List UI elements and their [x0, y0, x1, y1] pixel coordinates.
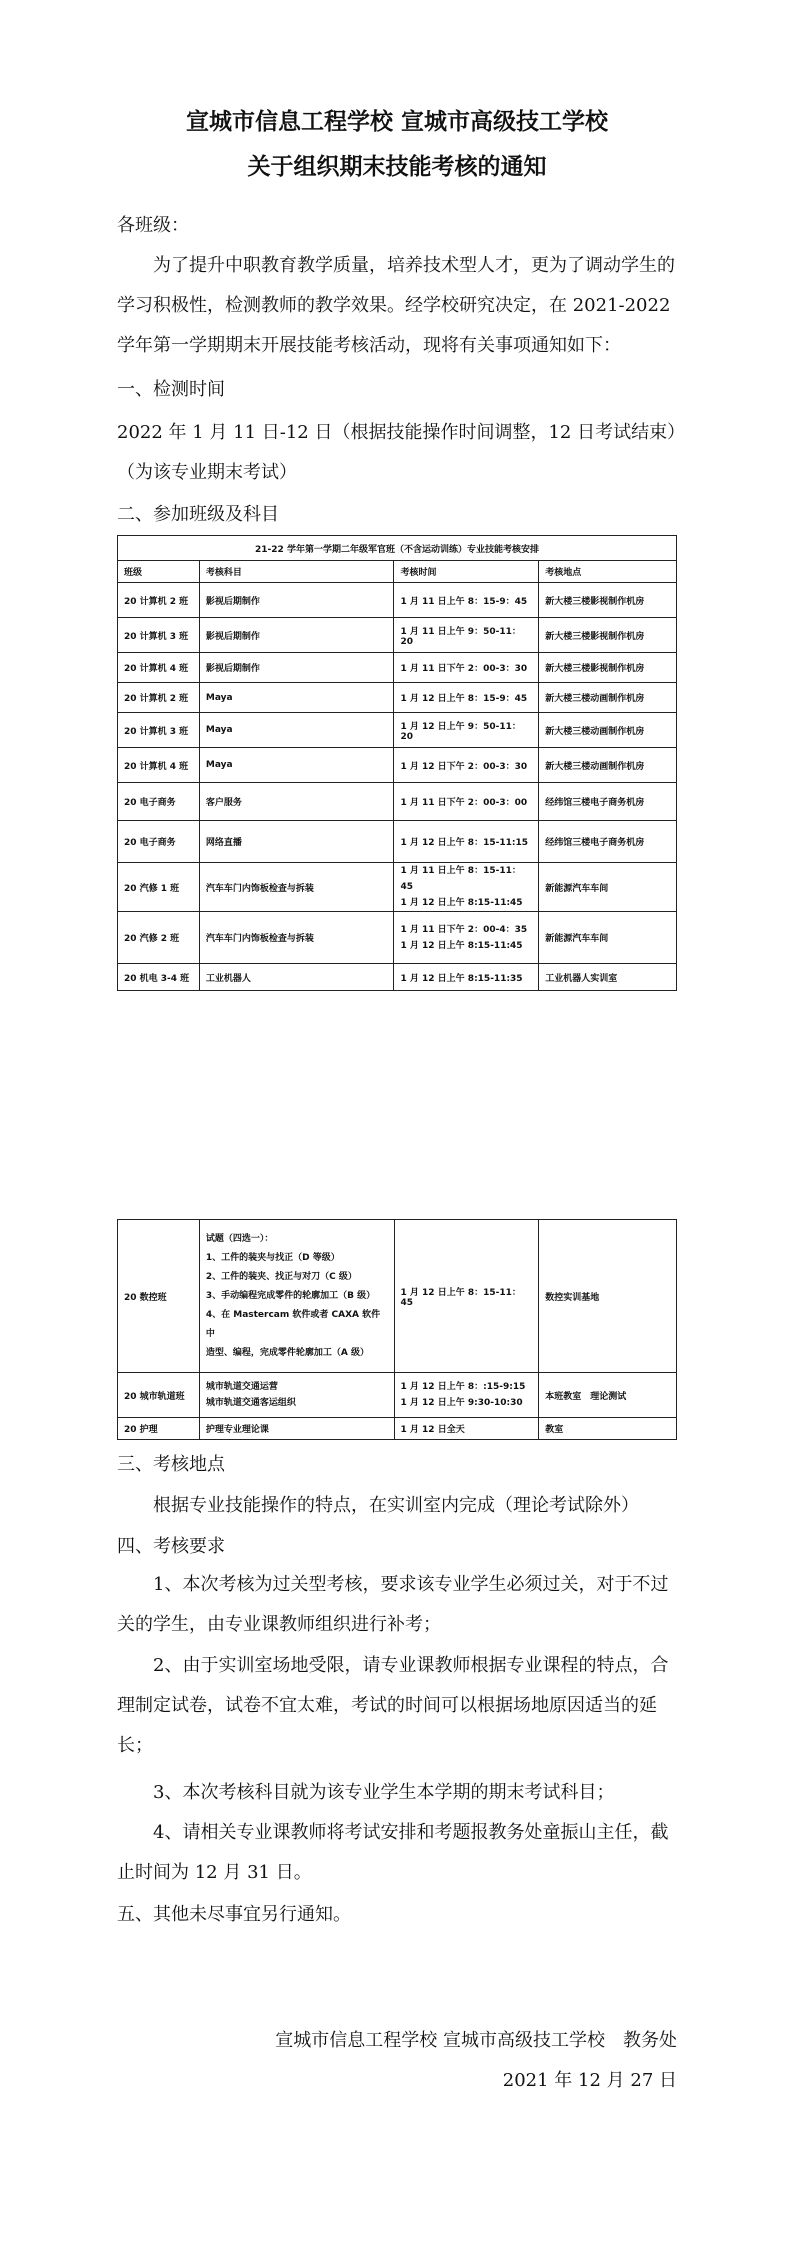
cell-time-line: 1 月 11 日上午 8：15-11：45 — [400, 866, 521, 892]
cell-subject: Maya — [199, 683, 394, 713]
schedule-table-2 — [117, 1219, 677, 1440]
cell-class: 20 汽修 2 班 — [118, 912, 200, 964]
cell-subject-line: 3、手动编程完成零件的轮廓加工（B 级） — [205, 1290, 376, 1301]
cell-class: 20 电子商务 — [118, 783, 200, 821]
cell-subject-line: 城市轨道交通运营 — [205, 1382, 278, 1392]
table-row — [118, 1220, 677, 1373]
cell-class: 20 计算机 3 班 — [118, 618, 200, 653]
section-3-text: 根据专业技能操作的特点，在实训室内完成（理论考试除外） — [153, 1495, 639, 1516]
cell-subject-line: 城市轨道交通客运组织 — [205, 1398, 296, 1408]
table-row — [118, 912, 677, 964]
table-row — [118, 618, 677, 653]
cell-location: 数控实训基地 — [539, 1220, 677, 1373]
cell-location: 工业机器人实训室 — [539, 964, 677, 991]
cell-class: 20 计算机 2 班 — [118, 683, 200, 713]
table-row — [118, 863, 677, 912]
cell-subject: 网络直播 — [199, 821, 394, 863]
cell-location: 新能源汽车车间 — [539, 912, 677, 964]
section-2-heading: 二、参加班级及科目 — [117, 504, 279, 525]
cell-subject — [199, 1373, 394, 1418]
cell-class: 20 计算机 3 班 — [118, 713, 200, 748]
header-subject: 考核科目 — [199, 561, 394, 583]
header-class: 班级 — [118, 561, 200, 583]
table-row — [118, 683, 677, 713]
section-5-heading: 五、其他未尽事宜另行通知。 — [117, 1904, 351, 1925]
cell-time-line: 1 月 11 日下午 2：00-4：35 — [400, 924, 528, 935]
header-location: 考核地点 — [539, 561, 677, 583]
cell-time: 1 月 12 日下午 2：00-3：30 — [394, 748, 539, 783]
cell-class: 20 电子商务 — [118, 821, 200, 863]
cell-subject: 影视后期制作 — [199, 618, 394, 653]
table-header-row — [118, 561, 677, 583]
cell-location: 教室 — [539, 1418, 677, 1440]
cell-time: 1 月 11 日下午 2：00-3：30 — [394, 653, 539, 683]
cell-subject: 客户服务 — [199, 783, 394, 821]
table-row — [118, 783, 677, 821]
exam-note-line: （为该专业期末考试） — [117, 462, 297, 483]
cell-location: 新大楼三楼影视制作机房 — [539, 583, 677, 618]
title-line-1: 宣城市信息工程学校 宣城市高级技工学校 — [185, 109, 608, 135]
cell-subject-line: 1、工件的装夹与找正（D 等级） — [205, 1252, 340, 1263]
cell-subject: Maya — [199, 748, 394, 783]
cell-subject — [199, 1220, 394, 1373]
cell-location: 经纬馆三楼电子商务机房 — [539, 821, 677, 863]
cell-class: 20 计算机 4 班 — [118, 748, 200, 783]
intro-paragraph: 为了提升中职教育教学质量，培养技术型人才，更为了调动学生的学习积极性，检测教师的教学效果。经学校研究决定，在 2021-2022 学年第一学期期末开展技能考核活动，现将有关事项通知如下： — [117, 255, 675, 356]
signature: 宣城市信息工程学校 宣城市高级技工学校 教务处 — [275, 2030, 677, 2051]
cell-time-line: 1 月 12 日上午 9:30-10:30 — [400, 1398, 523, 1408]
cell-class: 20 数控班 — [118, 1220, 200, 1373]
cell-time-line: 1 月 12 日上午 8:15-11:45 — [400, 898, 523, 908]
title-line-2: 关于组织期末技能考核的通知 — [247, 154, 547, 180]
cell-location: 新大楼三楼动画制作机房 — [539, 683, 677, 713]
table-row — [118, 821, 677, 863]
table-row — [118, 1373, 677, 1418]
cell-time: 1 月 11 日上午 9：50-11：20 — [394, 618, 539, 653]
schedule-table-1 — [117, 535, 677, 991]
cell-subject-line: 4、在 Mastercam 软件或者 CAXA 软件中 — [205, 1309, 381, 1339]
table-row — [118, 1418, 677, 1440]
section-3-heading: 三、考核地点 — [117, 1454, 225, 1475]
cell-subject: 影视后期制作 — [199, 583, 394, 618]
requirement-3: 3、本次考核科目就为该专业学生本学期的期末考试科目； — [153, 1782, 615, 1803]
table-caption-row — [118, 536, 677, 561]
cell-location: 新大楼三楼影视制作机房 — [539, 618, 677, 653]
cell-location: 新大楼三楼动画制作机房 — [539, 713, 677, 748]
cell-class: 20 机电 3-4 班 — [118, 964, 200, 991]
cell-class: 20 计算机 4 班 — [118, 653, 200, 683]
cell-location: 本班教室 理论测试 — [539, 1373, 677, 1418]
cell-location: 新大楼三楼动画制作机房 — [539, 748, 677, 783]
cell-time: 1 月 12 日上午 8：15-11：45 — [394, 1220, 539, 1373]
table-row — [118, 713, 677, 748]
cell-subject-line: 2、工件的装夹、找正与对刀（C 级） — [205, 1271, 357, 1282]
table-row — [118, 964, 677, 991]
cell-subject-line: 试题（四选一）： — [205, 1233, 274, 1244]
requirement-4: 4、请相关专业课教师将考试安排和考题报教务处童振山主任，截止时间为 12 月 31 日。 — [117, 1822, 669, 1883]
cell-time: 1 月 12 日上午 8:15-11:35 — [394, 964, 539, 991]
table-caption: 21-22 学年第一学期二年级军官班（不含运动训练）专业技能考核安排 — [118, 536, 677, 561]
issue-date: 2021 年 12 月 27 日 — [502, 2070, 677, 2091]
salutation: 各班级： — [117, 215, 189, 236]
exam-time-line: 2022 年 1 月 11 日-12 日（根据技能操作时间调整，12 日考试结束） — [117, 422, 686, 443]
header-time: 考核时间 — [394, 561, 539, 583]
cell-subject: 护理专业理论课 — [199, 1418, 394, 1440]
cell-subject-line: 造型、编程，完成零件轮廓加工（A 级） — [205, 1347, 369, 1358]
cell-class: 20 护理 — [118, 1418, 200, 1440]
cell-class: 20 城市轨道班 — [118, 1373, 200, 1418]
cell-location: 经纬馆三楼电子商务机房 — [539, 783, 677, 821]
cell-time: 1 月 12 日全天 — [394, 1418, 539, 1440]
cell-time: 1 月 12 日上午 8：15-9：45 — [394, 683, 539, 713]
cell-time — [394, 1373, 539, 1418]
cell-time: 1 月 11 日上午 8：15-9：45 — [394, 583, 539, 618]
cell-time-line: 1 月 12 日上午 8：:15-9:15 — [400, 1382, 526, 1392]
cell-class: 20 计算机 2 班 — [118, 583, 200, 618]
cell-location: 新能源汽车车间 — [539, 863, 677, 912]
section-4-heading: 四、考核要求 — [117, 1536, 225, 1557]
cell-time — [394, 912, 539, 964]
cell-subject: Maya — [199, 713, 394, 748]
cell-time: 1 月 12 日上午 8：15-11:15 — [394, 821, 539, 863]
cell-time-line: 1 月 12 日上午 8:15-11:45 — [400, 940, 523, 951]
cell-class: 20 汽修 1 班 — [118, 863, 200, 912]
table-row — [118, 653, 677, 683]
cell-time — [394, 863, 539, 912]
table-row — [118, 583, 677, 618]
section-1-heading: 一、检测时间 — [117, 379, 225, 400]
requirement-1: 1、本次考核为过关型考核，要求该专业学生必须过关，对于不过关的学生，由专业课教师组织进行补考； — [117, 1574, 669, 1635]
cell-time: 1 月 11 日下午 2：00-3：00 — [394, 783, 539, 821]
cell-time: 1 月 12 日上午 9：50-11：20 — [394, 713, 539, 748]
cell-subject: 影视后期制作 — [199, 653, 394, 683]
cell-location: 新大楼三楼影视制作机房 — [539, 653, 677, 683]
table-row — [118, 748, 677, 783]
requirement-2: 2、由于实训室场地受限，请专业课教师根据专业课程的特点，合理制定试卷，试卷不宜太难，考试的时间可以根据场地原因适当的延长； — [117, 1655, 669, 1756]
cell-subject: 工业机器人 — [199, 964, 394, 991]
cell-subject: 汽车车门内饰板检查与拆装 — [199, 863, 394, 912]
cell-subject: 汽车车门内饰板检查与拆装 — [199, 912, 394, 964]
